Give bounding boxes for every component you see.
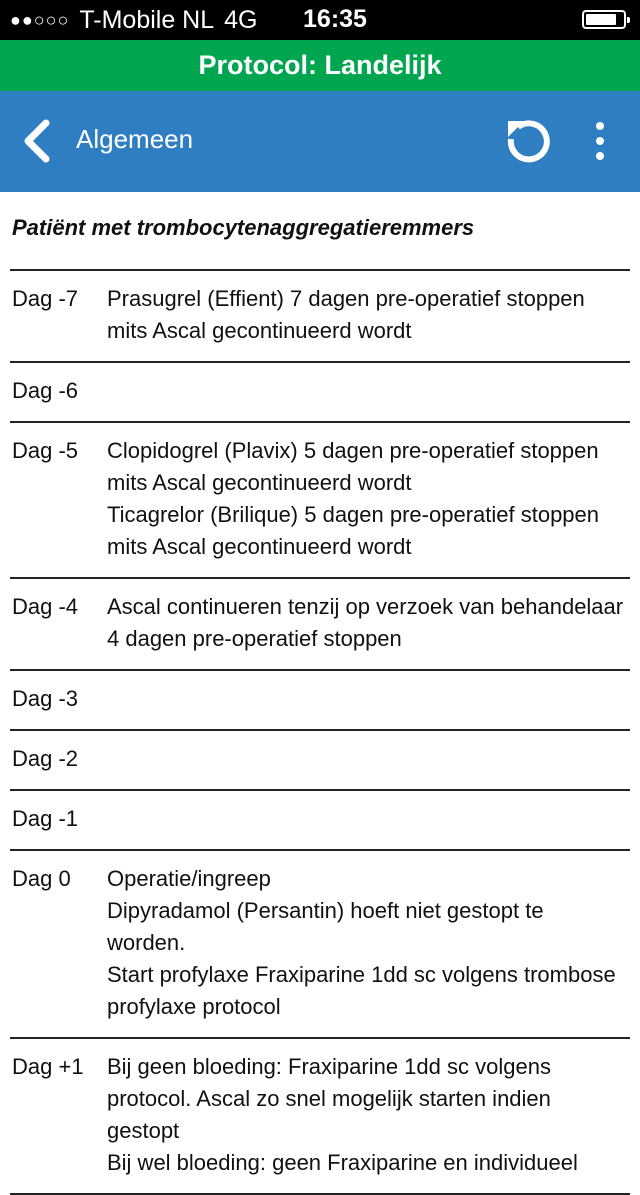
table-row bbox=[10, 423, 630, 579]
row-text bbox=[107, 1051, 630, 1179]
table-row bbox=[10, 271, 630, 363]
status-left bbox=[10, 0, 258, 40]
refresh-icon[interactable] bbox=[502, 115, 554, 167]
section-title: Patiënt met trombocytenaggregatieremmers bbox=[12, 215, 475, 240]
protocol-table bbox=[10, 269, 630, 1195]
table-row bbox=[10, 363, 630, 423]
protocol-bar bbox=[0, 40, 640, 91]
row-text bbox=[107, 591, 630, 655]
row-day: Dag -4 bbox=[12, 594, 79, 619]
row-day: Dag -6 bbox=[12, 378, 79, 403]
table-row bbox=[10, 791, 630, 851]
row-text bbox=[107, 375, 630, 407]
row-text bbox=[107, 283, 630, 347]
row-line: Start profylaxe Fraxiparine 1dd sc volgens trombose profylaxe protocol bbox=[107, 962, 616, 1019]
status-time: 16:35 bbox=[303, 5, 367, 33]
row-line: Dipyradamol (Persantin) hoeft niet gestopt te worden. bbox=[107, 898, 544, 955]
row-text bbox=[107, 863, 630, 1023]
row-line: Ascal continueren tenzij op verzoek van behandelaar 4 dagen pre-operatief stoppen bbox=[107, 594, 624, 651]
status-bar bbox=[0, 0, 640, 40]
table-row bbox=[10, 851, 630, 1039]
row-day: Dag -1 bbox=[12, 806, 79, 831]
protocol-title: Protocol: Landelijk bbox=[198, 50, 442, 80]
battery-icon bbox=[582, 10, 626, 29]
chevron-left-icon[interactable] bbox=[18, 117, 58, 165]
network-type: 4G bbox=[224, 5, 258, 34]
row-day: Dag -7 bbox=[12, 286, 79, 311]
table-row bbox=[10, 671, 630, 731]
row-text bbox=[107, 743, 630, 775]
row-text bbox=[107, 803, 630, 835]
nav-title[interactable]: Algemeen bbox=[76, 124, 194, 154]
row-day: Dag -3 bbox=[12, 686, 79, 711]
row-day: Dag 0 bbox=[12, 866, 71, 891]
table-row bbox=[10, 1039, 630, 1195]
content[interactable] bbox=[0, 192, 640, 1175]
table-row bbox=[10, 731, 630, 791]
row-line: Prasugrel (Effient) 7 dagen pre-operatief stoppen mits Ascal gecontinueerd wordt bbox=[107, 286, 585, 343]
nav-bar bbox=[0, 91, 640, 192]
row-line: Bij wel bloeding: geen Fraxiparine en individueel bbox=[107, 1150, 578, 1175]
row-text bbox=[107, 435, 630, 563]
signal-strength-icon: ●●○○○ bbox=[10, 9, 70, 30]
row-line: Operatie/ingreep bbox=[107, 866, 271, 891]
more-vertical-icon[interactable] bbox=[584, 117, 616, 165]
table-row bbox=[10, 579, 630, 671]
carrier-name: T-Mobile NL bbox=[79, 5, 215, 34]
row-line: Clopidogrel (Plavix) 5 dagen pre-operatief stoppen mits Ascal gecontinueerd wordt bbox=[107, 438, 599, 495]
row-line: Ticagrelor (Brilique) 5 dagen pre-operatief stoppen mits Ascal gecontinueerd wordt bbox=[107, 502, 600, 559]
row-day: Dag +1 bbox=[12, 1054, 84, 1079]
row-day: Dag -5 bbox=[12, 438, 79, 463]
row-text bbox=[107, 683, 630, 715]
row-line: Bij geen bloeding: Fraxiparine 1dd sc volgens protocol. Ascal zo snel mogelijk starten indien gestopt bbox=[107, 1054, 551, 1143]
row-day: Dag -2 bbox=[12, 746, 79, 771]
